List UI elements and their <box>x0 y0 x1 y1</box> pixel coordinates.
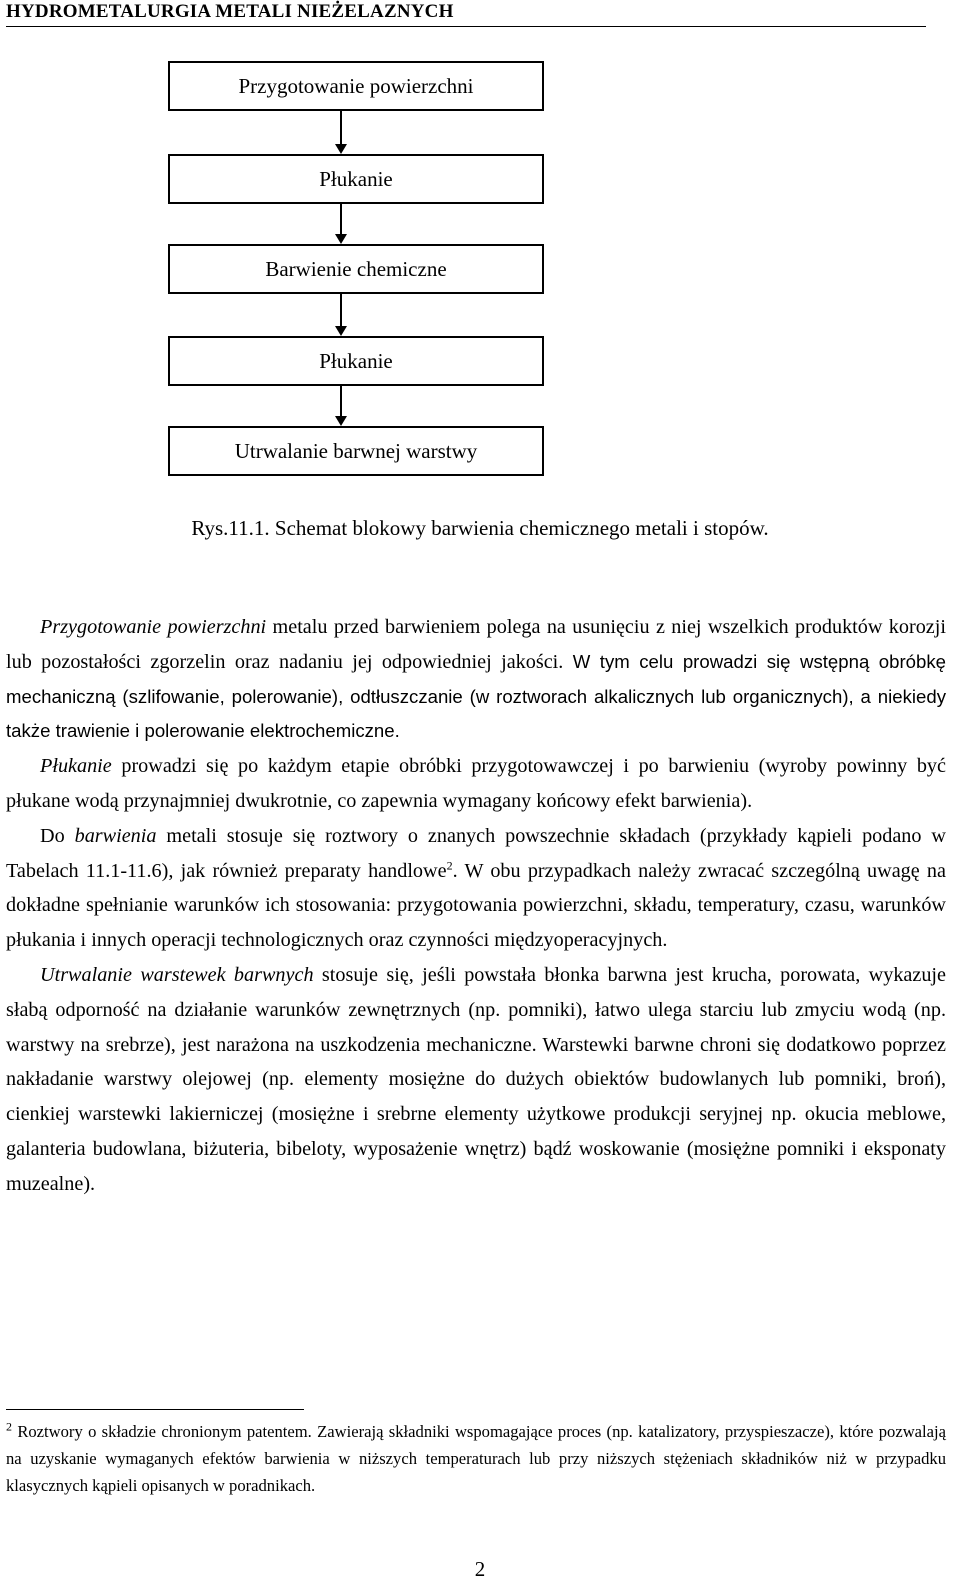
page-number: 2 <box>474 1557 486 1581</box>
footnote-divider <box>6 1409 304 1410</box>
flow-arrow <box>339 111 343 154</box>
flow-arrow <box>339 386 343 426</box>
running-header <box>6 0 926 27</box>
flow-step-surface-preparation: Przygotowanie powierzchni <box>168 61 544 111</box>
flow-step-rinsing-1: Płukanie <box>168 154 544 204</box>
term-coloring: barwienia <box>74 824 157 847</box>
flow-step-fixing-color-layer: Utrwalanie barwnej warstwy <box>168 426 544 476</box>
term-rinsing: Płukanie <box>40 755 112 778</box>
figure-caption: Rys.11.1. Schemat blokowy barwienia chemicznego metali i stopów. <box>191 516 769 540</box>
flow-arrow <box>339 294 343 336</box>
footnote-reference[interactable]: 2 <box>446 857 453 872</box>
term-surface-preparation: Przygotowanie powierzchni <box>40 616 267 638</box>
flow-step-rinsing-2: Płukanie <box>168 336 544 386</box>
body-text <box>6 610 946 1202</box>
paragraph-surface-preparation: Przygotowanie powierzchni metalu przed barwieniem polega na usunięciu z niej wszelkich produktów korozji lub pozostałości zgorzelin oraz nadaniu jej odpowiedniej jakości. W tym celu prowadzi się wstępną obróbkę mechaniczną (szlifowanie, polerowanie), odtłuszczanie (w roztworach alkalicznych lub organicznych), a niekiedy także trawienie i polerowanie elektrochemiczne. <box>6 616 946 742</box>
footnote-marker: 2 <box>6 1419 12 1434</box>
paragraph-fixing: Utrwalanie warstewek barwnych stosuje się, jeśli powstała błonka barwna jest krucha, porowata, wykazuje słabą odporność na działanie warunków zewnętrznych (np. pomniki), łatwo ulega starciu lub zmyciu wodą (np. warstwy na srebrze), jest narażona na uszkodzenia mechaniczne. Warstewki barwne chroni się dodatkowo poprzez nakładanie warstwy olejowej (np. elementy mosiężne do dużych obiektów budowlanych lub pomniki, broń), cienkiej warstewki lakierniczej (mosiężne i srebrne elementy użytkowe produkcji seryjnej np. okucia meblowe, galanteria budowlana, biżuteria, bibeloty, wyposażenie wnętrz) bądź woskowanie (mosiężne pomniki i eksponaty muzealne). <box>6 963 946 1195</box>
footnote-text: Roztwory o składzie chronionym patentem. Zawierają składniki wspomagające proces (np. katalizatory, przyspieszacze), które pozwalają na uzyskanie wymaganych efektów barwienia w niższych temperaturach lub przy niższych stężeniach składników niż w przypadku klasycznych kąpieli opisanych w poradnikach. <box>6 1422 946 1495</box>
paragraph-coloring: Do barwienia metali stosuje się roztwory o znanych powszechnie składach (przykłady kąpieli podano w Tabelach 11.1-11.6), jak również preparaty handlowe$^2$. W obu przypadkach należy zwracać szczególną uwagę na dokładne spełnianie warunków ich stosowania: przygotowania powierzchni, składu, temperatury, czasu, warunków płukania i innych operacji technologicznych oraz czynności międzyoperacyjnych. <box>6 824 946 952</box>
flow-step-chemical-coloring: Barwienie chemiczne <box>168 244 544 294</box>
header-title: HYDROMETALURGIA METALI NIEŻELAZNYCH <box>6 1 454 22</box>
flow-arrow <box>339 204 343 244</box>
term-fixing: Utrwalanie warstewek barwnych <box>40 963 314 986</box>
footnote <box>6 1418 946 1499</box>
paragraph-rinsing: Płukanie prowadzi się po każdym etapie obróbki przygotowawczej i po barwieniu (wyroby powinny być płukane wodą przynajmniej dwukrotnie, co zapewnia wymagany końcowy efekt barwienia). <box>6 755 946 812</box>
